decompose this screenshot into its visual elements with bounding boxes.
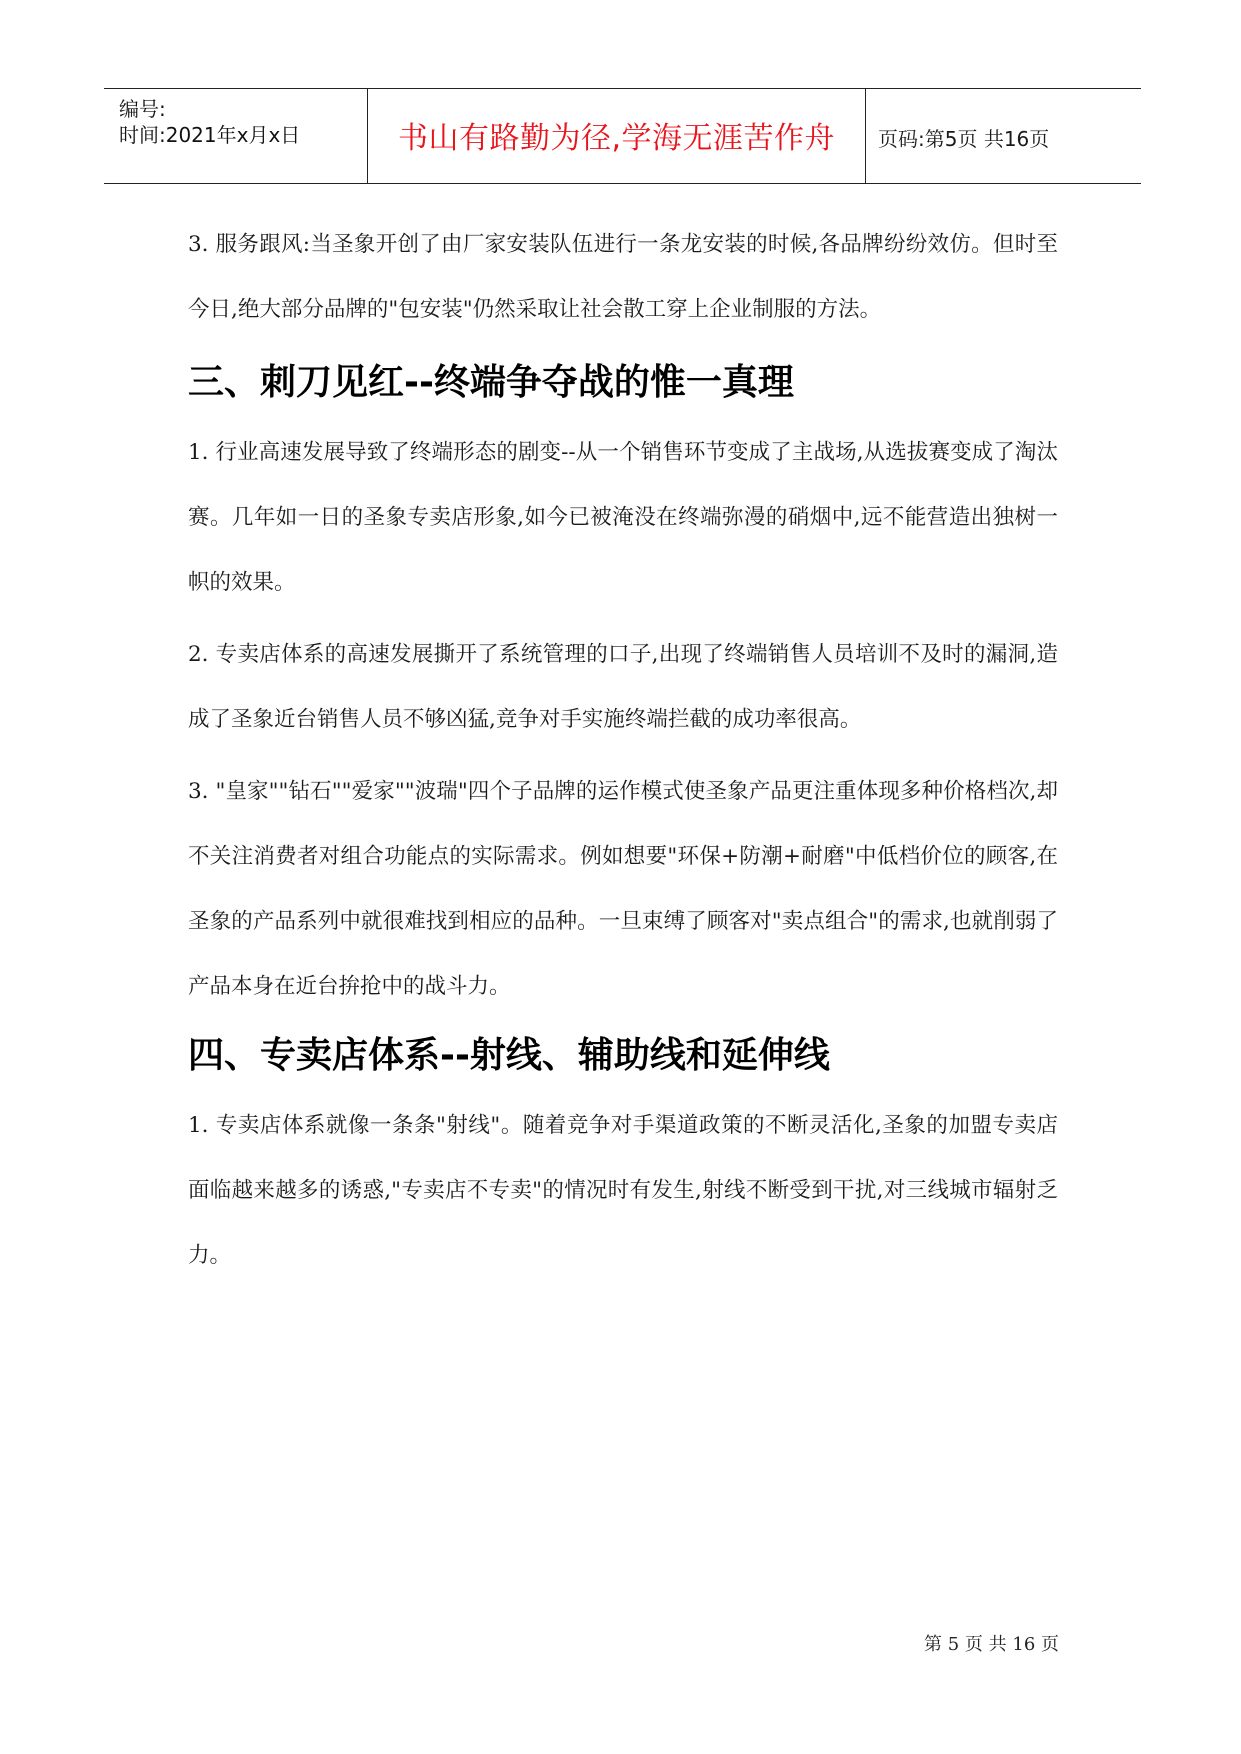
paragraph-service-follow: 3. 服务跟风:当圣象开创了由厂家安装队伍进行一条龙安装的时候,各品牌纷纷效仿。但时至今日,绝大部分品牌的"包安装"仍然采取让社会散工穿上企业制服的方法。 — [188, 232, 1058, 322]
header-page-number: 页码:第5页 共16页 — [878, 127, 1050, 151]
paragraph-store-system: 2. 专卖店体系的高速发展撕开了系统管理的口子,出现了终端销售人员培训不及时的漏洞,造成了圣象近台销售人员不够凶猛,竞争对手实施终端拦截的成功率很高。 — [188, 642, 1058, 732]
paragraph-rays: 1. 专卖店体系就像一条条"射线"。随着竞争对手渠道政策的不断灵活化,圣象的加盟专卖店面临越来越多的诱惑,"专卖店不专卖"的情况时有发生,射线不断受到干扰,对三线城市辐射乏力。 — [188, 1113, 1058, 1268]
page-footer: 第 5 页 共 16 页 — [924, 1634, 1059, 1655]
doc-number-label: 编号: — [119, 97, 166, 121]
document-body — [188, 212, 1058, 1288]
header-motto: 书山有路勤为径,学海无涯苦作舟 — [397, 121, 836, 156]
paragraph-sub-brands: 3. "皇家""钻石""爱家""波瑞"四个子品牌的运作模式使圣象产品更注重体现多种价格档次,却不关注消费者对组合功能点的实际需求。例如想要"环保+防潮+耐磨"中低档价位的顾客,在圣象的产品系列中就很难找到相应的品种。一旦束缚了顾客对"卖点组合"的需求,也就削弱了产品本身在近台拚抢中的战斗力。 — [188, 779, 1058, 999]
page-header — [104, 88, 1141, 184]
header-meta — [104, 89, 368, 183]
paragraph-terminal-change: 1. 行业高速发展导致了终端形态的剧变--从一个销售环节变成了主战场,从选拔赛变成了淘汰赛。几年如一日的圣象专卖店形象,如今已被淹没在终端弥漫的硝烟中,远不能营造出独树一帜的效果。 — [188, 440, 1058, 595]
header-motto-cell — [368, 89, 866, 183]
section-heading-3: 三、刺刀见红--终端争夺战的惟一真理 — [188, 362, 794, 403]
doc-time-label: 时间:2021年x月x日 — [119, 123, 301, 147]
header-page-cell — [866, 89, 1141, 183]
section-heading-4: 四、专卖店体系--射线、辅助线和延伸线 — [188, 1035, 830, 1076]
